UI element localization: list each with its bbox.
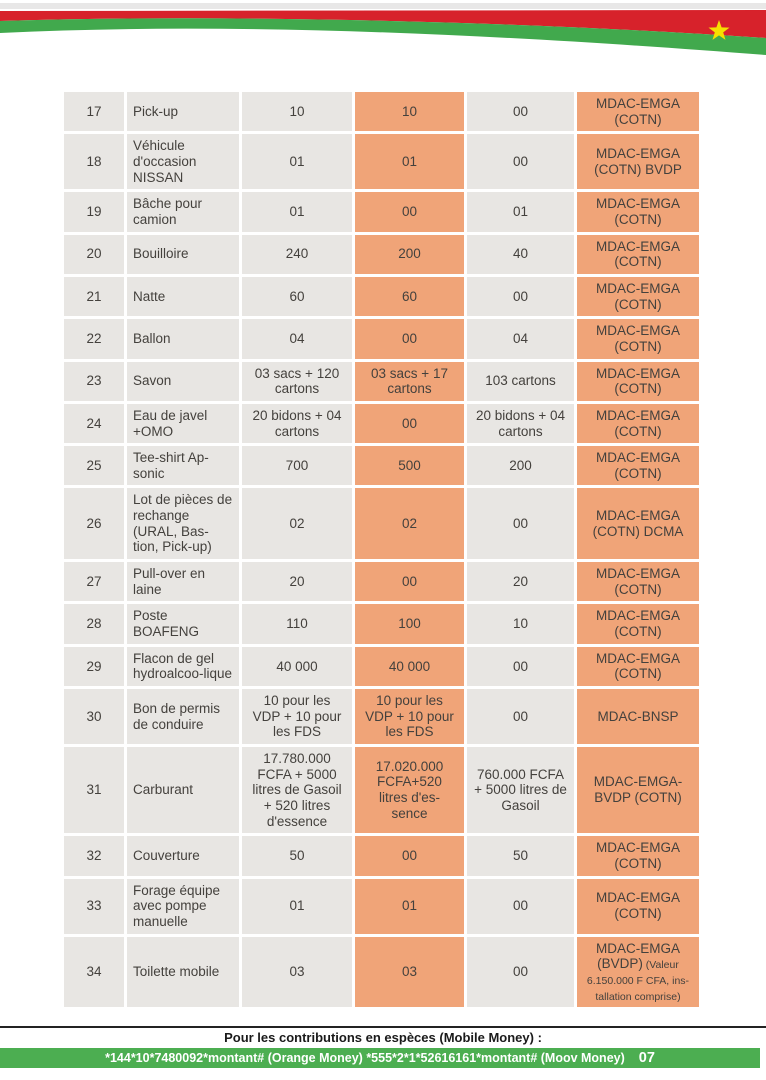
- table-row: [64, 836, 699, 875]
- source-cell: MDAC-EMGA (COTN): [577, 362, 699, 401]
- quantity-2-cell: 01: [355, 134, 464, 189]
- table-row: [64, 488, 699, 559]
- quantity-2-cell: 00: [355, 404, 464, 443]
- designation-cell: Flacon de gel hydroalcoo-lique: [127, 647, 239, 686]
- designation-cell: Bâche pour camion: [127, 192, 239, 231]
- designation-cell: Tee-shirt Ap-sonic: [127, 446, 239, 485]
- source-cell: MDAC-EMGA (COTN): [577, 404, 699, 443]
- quantity-1-cell: 03: [242, 937, 352, 1008]
- quantity-3-cell: 00: [467, 488, 574, 559]
- table-row: [64, 362, 699, 401]
- designation-cell: Toilette mobile: [127, 937, 239, 1008]
- quantity-1-cell: 110: [242, 604, 352, 643]
- row-number-cell: 33: [64, 879, 124, 934]
- designation-cell: Pull-over en laine: [127, 562, 239, 601]
- table-row: [64, 192, 699, 231]
- designation-cell: Bouilloire: [127, 235, 239, 274]
- row-number-cell: 18: [64, 134, 124, 189]
- designation-cell: Eau de javel +OMO: [127, 404, 239, 443]
- table-body: [64, 92, 699, 1007]
- quantity-3-cell: 04: [467, 319, 574, 358]
- quantity-2-cell: 60: [355, 277, 464, 316]
- quantity-3-cell: 10: [467, 604, 574, 643]
- designation-cell: Bon de permis de conduire: [127, 689, 239, 744]
- row-number-cell: 30: [64, 689, 124, 744]
- quantity-2-cell: 03 sacs + 17 cartons: [355, 362, 464, 401]
- table-row: [64, 562, 699, 601]
- source-cell: MDAC-EMGA (COTN): [577, 446, 699, 485]
- quantity-3-cell: 40: [467, 235, 574, 274]
- designation-cell: Natte: [127, 277, 239, 316]
- source-cell: MDAC-EMGA-BVDP (COTN): [577, 747, 699, 833]
- designation-cell: Ballon: [127, 319, 239, 358]
- quantity-1-cell: 17.780.000 FCFA + 5000 litres de Gasoil + 520 litres d'essence: [242, 747, 352, 833]
- quantity-1-cell: 10 pour les VDP + 10 pour les FDS: [242, 689, 352, 744]
- designation-cell: Pick-up: [127, 92, 239, 131]
- table-row: [64, 92, 699, 131]
- ussd-codes: *144*10*7480092*montant# (Orange Money) *555*2*1*52616161*montant# (Moov Money): [105, 1051, 625, 1065]
- designation-cell: Couverture: [127, 836, 239, 875]
- quantity-1-cell: 01: [242, 134, 352, 189]
- quantity-2-cell: 500: [355, 446, 464, 485]
- row-number-cell: 32: [64, 836, 124, 875]
- quantity-2-cell: 00: [355, 192, 464, 231]
- page-number: 07: [638, 1050, 655, 1066]
- quantity-3-cell: 20: [467, 562, 574, 601]
- source-cell: MDAC-EMGA (COTN): [577, 92, 699, 131]
- quantity-1-cell: 04: [242, 319, 352, 358]
- table-row: [64, 604, 699, 643]
- source-cell: MDAC-EMGA (COTN): [577, 879, 699, 934]
- quantity-2-cell: 17.020.000 FCFA+520 litres d'es-sence: [355, 747, 464, 833]
- top-grey-strip: [0, 3, 766, 9]
- quantity-2-cell: 00: [355, 836, 464, 875]
- quantity-1-cell: 240: [242, 235, 352, 274]
- row-number-cell: 26: [64, 488, 124, 559]
- table-row: [64, 446, 699, 485]
- table-row: [64, 235, 699, 274]
- quantity-3-cell: 50: [467, 836, 574, 875]
- quantity-3-cell: 760.000 FCFA + 5000 litres de Gasoil: [467, 747, 574, 833]
- table-row: [64, 404, 699, 443]
- quantity-1-cell: 700: [242, 446, 352, 485]
- designation-cell: Savon: [127, 362, 239, 401]
- table-row: [64, 319, 699, 358]
- quantity-2-cell: 00: [355, 319, 464, 358]
- row-number-cell: 22: [64, 319, 124, 358]
- source-cell: MDAC-EMGA (COTN): [577, 647, 699, 686]
- quantity-2-cell: 200: [355, 235, 464, 274]
- source-cell: MDAC-EMGA (COTN): [577, 562, 699, 601]
- row-number-cell: 29: [64, 647, 124, 686]
- row-number-cell: 19: [64, 192, 124, 231]
- footer-heading: Pour les contributions en espèces (Mobile Money) :: [224, 1030, 542, 1045]
- source-cell: MDAC-EMGA (COTN) DCMA: [577, 488, 699, 559]
- source-cell: MDAC-EMGA (COTN): [577, 235, 699, 274]
- quantity-3-cell: 00: [467, 92, 574, 131]
- quantity-1-cell: 01: [242, 879, 352, 934]
- quantity-3-cell: 00: [467, 879, 574, 934]
- designation-cell: Forage équipe avec pompe manuelle: [127, 879, 239, 934]
- row-number-cell: 24: [64, 404, 124, 443]
- quantity-2-cell: 01: [355, 879, 464, 934]
- quantity-3-cell: 00: [467, 689, 574, 744]
- source-cell: MDAC-EMGA (BVDP) (Valeur 6.150.000 F CFA, ins-tallation comprise): [577, 937, 699, 1008]
- quantity-3-cell: 200: [467, 446, 574, 485]
- quantity-1-cell: 03 sacs + 120 cartons: [242, 362, 352, 401]
- row-number-cell: 20: [64, 235, 124, 274]
- designation-cell: Véhicule d'occasion NISSAN: [127, 134, 239, 189]
- quantity-1-cell: 10: [242, 92, 352, 131]
- source-cell: MDAC-EMGA (COTN): [577, 604, 699, 643]
- quantity-3-cell: 103 cartons: [467, 362, 574, 401]
- mobile-money-bar: [0, 1048, 760, 1068]
- quantity-1-cell: 20: [242, 562, 352, 601]
- quantity-2-cell: 40 000: [355, 647, 464, 686]
- table-row: [64, 134, 699, 189]
- table-row: [64, 277, 699, 316]
- flag-banner: [0, 0, 766, 62]
- quantity-3-cell: 00: [467, 134, 574, 189]
- table-row: [64, 689, 699, 744]
- quantity-3-cell: 00: [467, 647, 574, 686]
- designation-cell: Poste BOAFENG: [127, 604, 239, 643]
- quantity-2-cell: 03: [355, 937, 464, 1008]
- quantity-2-cell: 00: [355, 562, 464, 601]
- table-row: [64, 937, 699, 1008]
- row-number-cell: 21: [64, 277, 124, 316]
- designation-cell: Carburant: [127, 747, 239, 833]
- designation-cell: Lot de pièces de rechange (URAL, Bas-tion, Pick-up): [127, 488, 239, 559]
- quantity-2-cell: 10: [355, 92, 464, 131]
- source-cell: MDAC-EMGA (COTN): [577, 277, 699, 316]
- quantity-1-cell: 50: [242, 836, 352, 875]
- row-number-cell: 17: [64, 92, 124, 131]
- row-number-cell: 25: [64, 446, 124, 485]
- row-number-cell: 27: [64, 562, 124, 601]
- source-cell: MDAC-EMGA (COTN): [577, 319, 699, 358]
- source-cell: MDAC-EMGA (COTN) BVDP: [577, 134, 699, 189]
- quantity-2-cell: 02: [355, 488, 464, 559]
- quantity-2-cell: 100: [355, 604, 464, 643]
- row-number-cell: 23: [64, 362, 124, 401]
- footer-divider: [0, 1026, 766, 1028]
- source-cell: MDAC-BNSP: [577, 689, 699, 744]
- quantity-3-cell: 00: [467, 937, 574, 1008]
- quantity-3-cell: 20 bidons + 04 cartons: [467, 404, 574, 443]
- quantity-3-cell: 01: [467, 192, 574, 231]
- quantity-2-cell: 10 pour les VDP + 10 pour les FDS: [355, 689, 464, 744]
- quantity-1-cell: 60: [242, 277, 352, 316]
- quantity-1-cell: 02: [242, 488, 352, 559]
- source-cell: MDAC-EMGA (COTN): [577, 836, 699, 875]
- row-number-cell: 28: [64, 604, 124, 643]
- items-table: [61, 89, 702, 1010]
- quantity-1-cell: 20 bidons + 04 cartons: [242, 404, 352, 443]
- quantity-3-cell: 00: [467, 277, 574, 316]
- source-note: (Valeur 6.150.000 F CFA, ins-tallation comprise): [586, 959, 690, 1003]
- row-number-cell: 34: [64, 937, 124, 1008]
- quantity-1-cell: 01: [242, 192, 352, 231]
- row-number-cell: 31: [64, 747, 124, 833]
- table-row: [64, 647, 699, 686]
- quantity-1-cell: 40 000: [242, 647, 352, 686]
- table-row: [64, 747, 699, 833]
- table-row: [64, 879, 699, 934]
- source-cell: MDAC-EMGA (COTN): [577, 192, 699, 231]
